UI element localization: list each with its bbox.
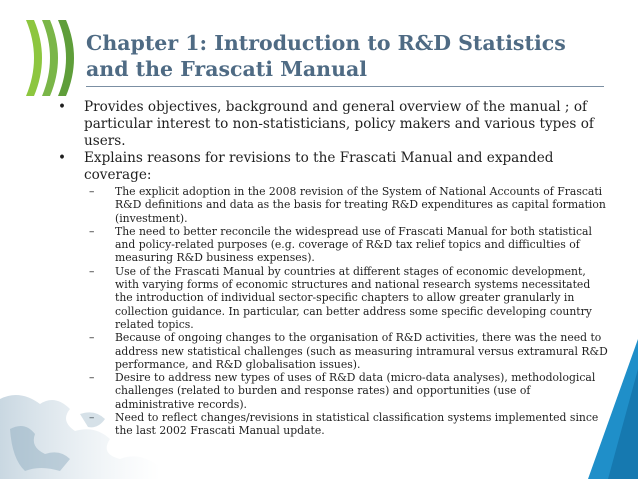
sub-bullet-item — [89, 265, 611, 331]
sub-bullet-item — [89, 185, 611, 225]
sub-bullet-text: The need to better reconcile the widespread use of Frascati Manual for both statistical and policy-related purposes (e.g. coverage of R&D tax relief topics and difficulties of measuring R&D business expenses). — [115, 224, 592, 265]
sub-bullet-text: The explicit adoption in the 2008 revision of the System of National Accounts of Frascati R&D definitions and data as the basis for treating R&D expenditures as capital formation (investment). — [115, 185, 606, 225]
world-map-decoration — [0, 359, 200, 479]
sub-bullet-marker: – — [89, 371, 95, 385]
sub-bullet-text: Because of ongoing changes to the organisation of R&D activities, there was the need to address new statistical challenges (such as measuring intramural versus extramural R&D performance, and R&D globalisation issues). — [115, 331, 608, 371]
bullet-marker: • — [58, 99, 67, 115]
sub-bullet-item — [89, 225, 611, 265]
sub-bullet-marker: – — [89, 411, 95, 425]
corner-triangle-decoration — [558, 339, 638, 479]
bullet-item — [58, 99, 618, 150]
slide-title — [86, 30, 606, 82]
title-divider — [86, 86, 604, 87]
sub-bullet-marker: – — [89, 331, 95, 345]
sub-bullet-text: Need to reflect changes/revisions in statistical classification systems implemented since the last 2002 Frascati Manual update. — [115, 411, 599, 438]
bullet-marker: • — [58, 150, 67, 166]
title-line-1: Chapter 1: Introduction to R&D Statistics — [86, 31, 566, 55]
bullet-text: Explains reasons for revisions to the Frascati Manual and expanded coverage: — [84, 150, 554, 183]
sub-bullet-text: Desire to address new types of uses of R&D data (micro-data analyses), methodological challenges (related to burden and response rates) and opportunities (use of administrative records). — [115, 371, 596, 411]
title-line-2: and the Frascati Manual — [86, 57, 368, 81]
sub-bullet-marker: – — [89, 185, 95, 198]
sub-bullet-marker: – — [89, 224, 95, 238]
sub-bullet-marker: – — [89, 264, 95, 278]
oecd-logo-icon — [22, 18, 78, 98]
sub-bullet-text: Use of the Frascati Manual by countries at different stages of economic development, with varying forms of economic structures and national research systems necessitated the introduction of individual sector-specific chapters to allow greater granularly in collection guidance. In particular, can better address some specific developing country related topics. — [115, 264, 592, 331]
bullet-text: Provides objectives, background and general overview of the manual ; of particular interest to non-statisticians, policy makers and various types of users. — [84, 99, 594, 149]
